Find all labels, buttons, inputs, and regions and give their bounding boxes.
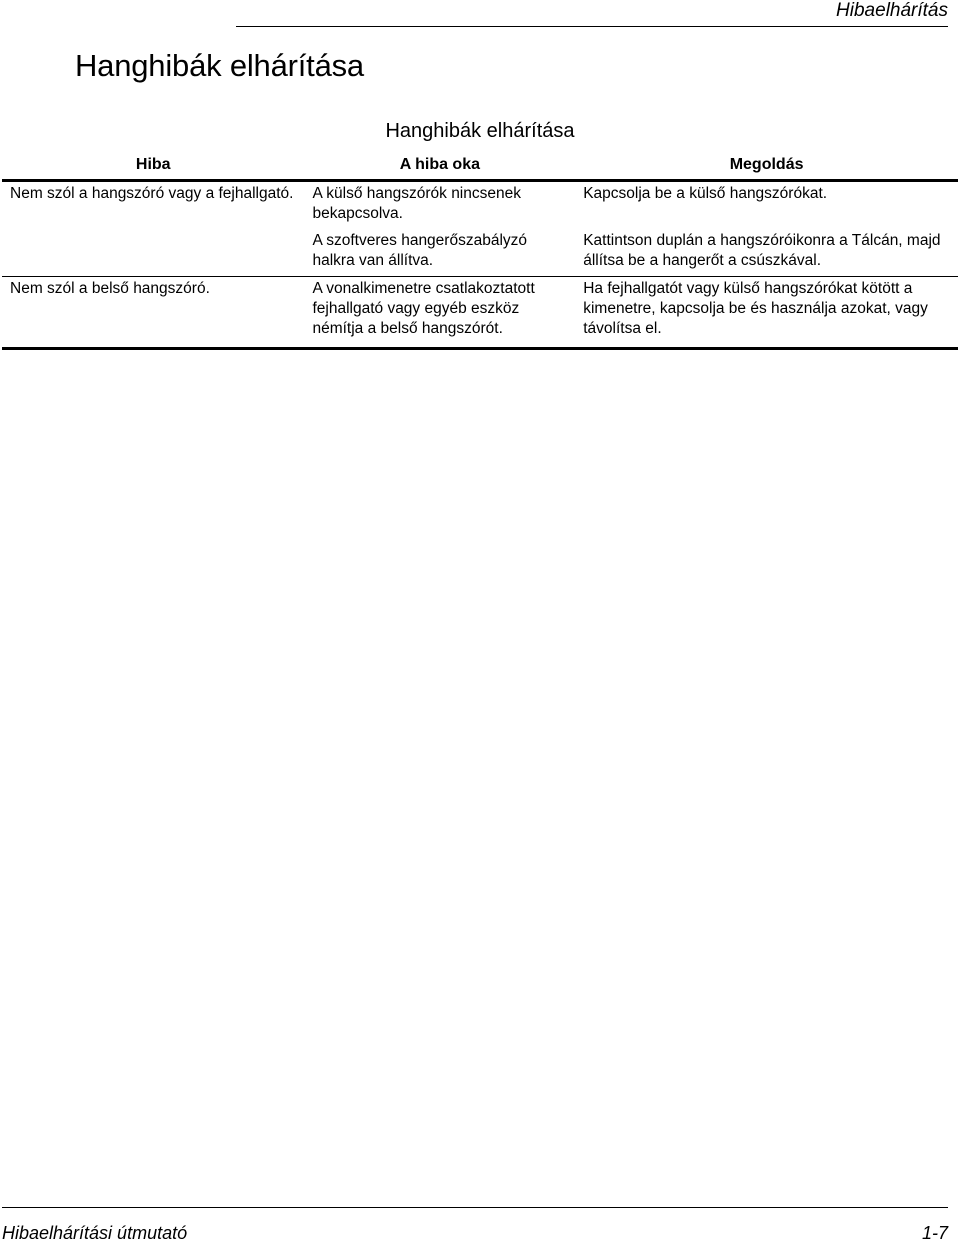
cell-solution: Kapcsolja be a külső hangszórókat. <box>583 185 828 202</box>
cell-solution: Ha fejhallgatót vagy külső hangszórókat kötött a kimenetre, kapcsolja be és használja azokat, vagy távolítsa el. <box>575 277 958 349</box>
section-title: Hanghibák elhárítása <box>75 48 364 83</box>
table-row <box>2 229 958 277</box>
header-rule <box>236 26 948 27</box>
table-row <box>2 181 958 230</box>
cell-cause: A vonalkimenetre csatlakoztatott fejhallgató vagy egyéb eszköz némítja a belső hangszórót. <box>304 277 575 349</box>
column-header-solution: Megoldás <box>575 154 958 181</box>
cell-problem: Nem szól a hangszóró vagy a fejhallgató. <box>10 185 294 202</box>
table-header-row <box>2 154 958 181</box>
cell-cause: A külső hangszórók nincsenek bekapcsolva. <box>312 185 521 222</box>
cell-problem: Nem szól a belső hangszóró. <box>2 277 304 349</box>
cell-problem <box>2 229 304 277</box>
running-header: Hibaelhárítás <box>836 0 948 21</box>
page-number: 1-7 <box>921 1223 948 1243</box>
troubleshooting-table <box>2 154 958 350</box>
table-caption: Hanghibák elhárítása <box>385 120 575 142</box>
cell-cause: A szoftveres hangerőszabályzó halkra van állítva. <box>304 229 575 277</box>
cell-solution: Kattintson duplán a hangszóróikonra a Tálcán, majd állítsa be a hangerőt a csúszkával. <box>575 229 958 277</box>
table-row <box>2 277 958 349</box>
footer-rule <box>2 1207 948 1208</box>
column-header-cause: A hiba oka <box>304 154 575 181</box>
column-header-problem: Hiba <box>2 154 304 181</box>
footer-document-title: Hibaelhárítási útmutató <box>2 1223 188 1243</box>
